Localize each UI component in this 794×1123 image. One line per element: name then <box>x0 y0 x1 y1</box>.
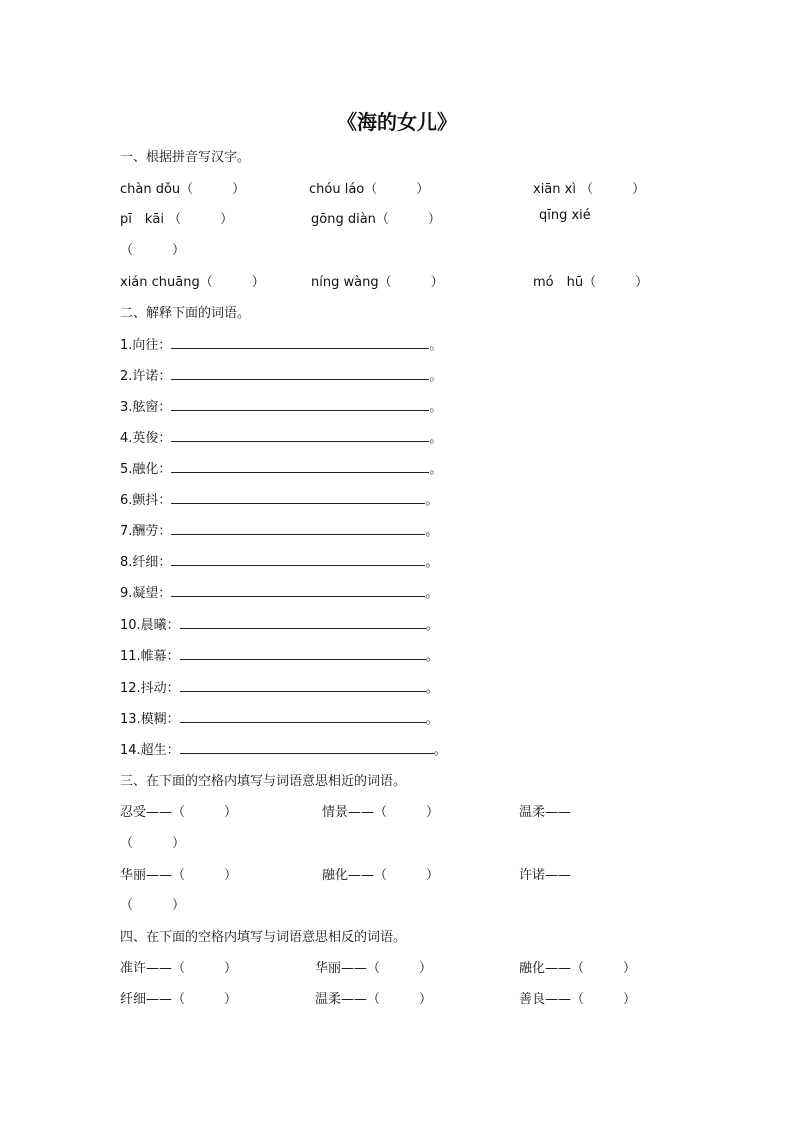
synonym-item: 华丽——（ ） <box>120 868 238 883</box>
pinyin-item: chàn dǒu（ ） <box>120 182 246 197</box>
answer-line[interactable] <box>180 681 426 692</box>
answer-line[interactable] <box>180 618 426 629</box>
answer-line[interactable] <box>171 431 429 442</box>
definition-row: 11.帷幕： 。 <box>120 649 439 664</box>
answer-line[interactable] <box>171 369 429 380</box>
definition-row: 13.模糊： 。 <box>120 712 439 727</box>
definition-row: 5.融化： 。 <box>120 462 443 477</box>
antonym-item: 纤细——（ ） <box>120 992 238 1007</box>
definition-row: 3.舷窗： 。 <box>120 400 443 415</box>
answer-line[interactable] <box>171 555 425 566</box>
term-label: 14.超生： <box>120 743 180 758</box>
definition-row: 2.许诺： 。 <box>120 369 443 384</box>
synonym-item: （ ） <box>120 836 186 851</box>
definition-row: 6.颤抖： 。 <box>120 493 439 508</box>
section-4-heading: 四、在下面的空格内填写与词语意思相反的词语。 <box>120 930 407 945</box>
term-label: 11.帷幕： <box>120 649 180 664</box>
synonym-item: （ ） <box>120 898 186 913</box>
pinyin-item: chóu láo（ ） <box>309 182 430 197</box>
term-label: 5.融化： <box>120 462 172 477</box>
synonym-item: 温柔—— <box>519 805 572 820</box>
definition-row: 10.晨曦： 。 <box>120 618 439 633</box>
definition-row: 8.纤细： 。 <box>120 555 439 570</box>
definition-row: 14.超生： 。 <box>120 743 447 758</box>
antonym-item: 融化——（ ） <box>519 961 637 976</box>
term-label: 3.舷窗： <box>120 400 172 415</box>
page-title: 《海的女儿》 <box>337 110 457 134</box>
pinyin-item: níng wàng（ ） <box>311 275 444 290</box>
term-label: 8.纤细： <box>120 555 172 570</box>
term-label: 13.模糊： <box>120 712 180 727</box>
term-label: 4.英俊： <box>120 431 172 446</box>
term-label: 9.凝望： <box>120 586 172 601</box>
term-label: 12.抖动： <box>120 681 180 696</box>
section-1-heading: 一、根据拼音写汉字。 <box>120 150 251 165</box>
definition-row: 12.抖动： 。 <box>120 681 439 696</box>
answer-line[interactable] <box>180 712 426 723</box>
term-label: 6.颤抖： <box>120 493 172 508</box>
antonym-item: 温柔——（ ） <box>315 992 433 1007</box>
term-label: 2.许诺： <box>120 369 172 384</box>
answer-line[interactable] <box>171 586 425 597</box>
pinyin-item: qīng xié <box>539 208 591 223</box>
pinyin-item: （ ） <box>120 243 186 258</box>
synonym-item: 许诺—— <box>519 868 572 883</box>
answer-line[interactable] <box>171 462 429 473</box>
term-label: 10.晨曦： <box>120 618 180 633</box>
definition-row: 4.英俊： 。 <box>120 431 443 446</box>
term-label: 7.酬劳： <box>120 524 172 539</box>
answer-line[interactable] <box>171 493 425 504</box>
pinyin-item: gōng diàn（ ） <box>311 212 441 227</box>
synonym-item: 忍受——（ ） <box>120 805 238 820</box>
pinyin-item: xiān xì （ ） <box>533 182 646 197</box>
answer-line[interactable] <box>171 400 429 411</box>
antonym-item: 善良——（ ） <box>519 992 637 1007</box>
antonym-item: 准许——（ ） <box>120 961 238 976</box>
pinyin-item: mó hū（ ） <box>533 275 649 290</box>
antonym-item: 华丽——（ ） <box>315 961 433 976</box>
synonym-item: 情景——（ ） <box>322 805 440 820</box>
answer-line[interactable] <box>171 524 425 535</box>
answer-line[interactable] <box>171 338 429 349</box>
synonym-item: 融化——（ ） <box>322 868 440 883</box>
definition-row: 9.凝望： 。 <box>120 586 439 601</box>
term-label: 1.向往： <box>120 338 172 353</box>
answer-line[interactable] <box>180 743 434 754</box>
answer-line[interactable] <box>180 649 426 660</box>
section-3-heading: 三、在下面的空格内填写与词语意思相近的词语。 <box>120 774 407 789</box>
definition-row: 7.酬劳： 。 <box>120 524 439 539</box>
pinyin-item: xián chuāng（ ） <box>120 275 265 290</box>
pinyin-item: pī kāi （ ） <box>120 212 234 227</box>
section-2-heading: 二、解释下面的词语。 <box>120 306 251 321</box>
definition-row: 1.向往： 。 <box>120 338 443 353</box>
